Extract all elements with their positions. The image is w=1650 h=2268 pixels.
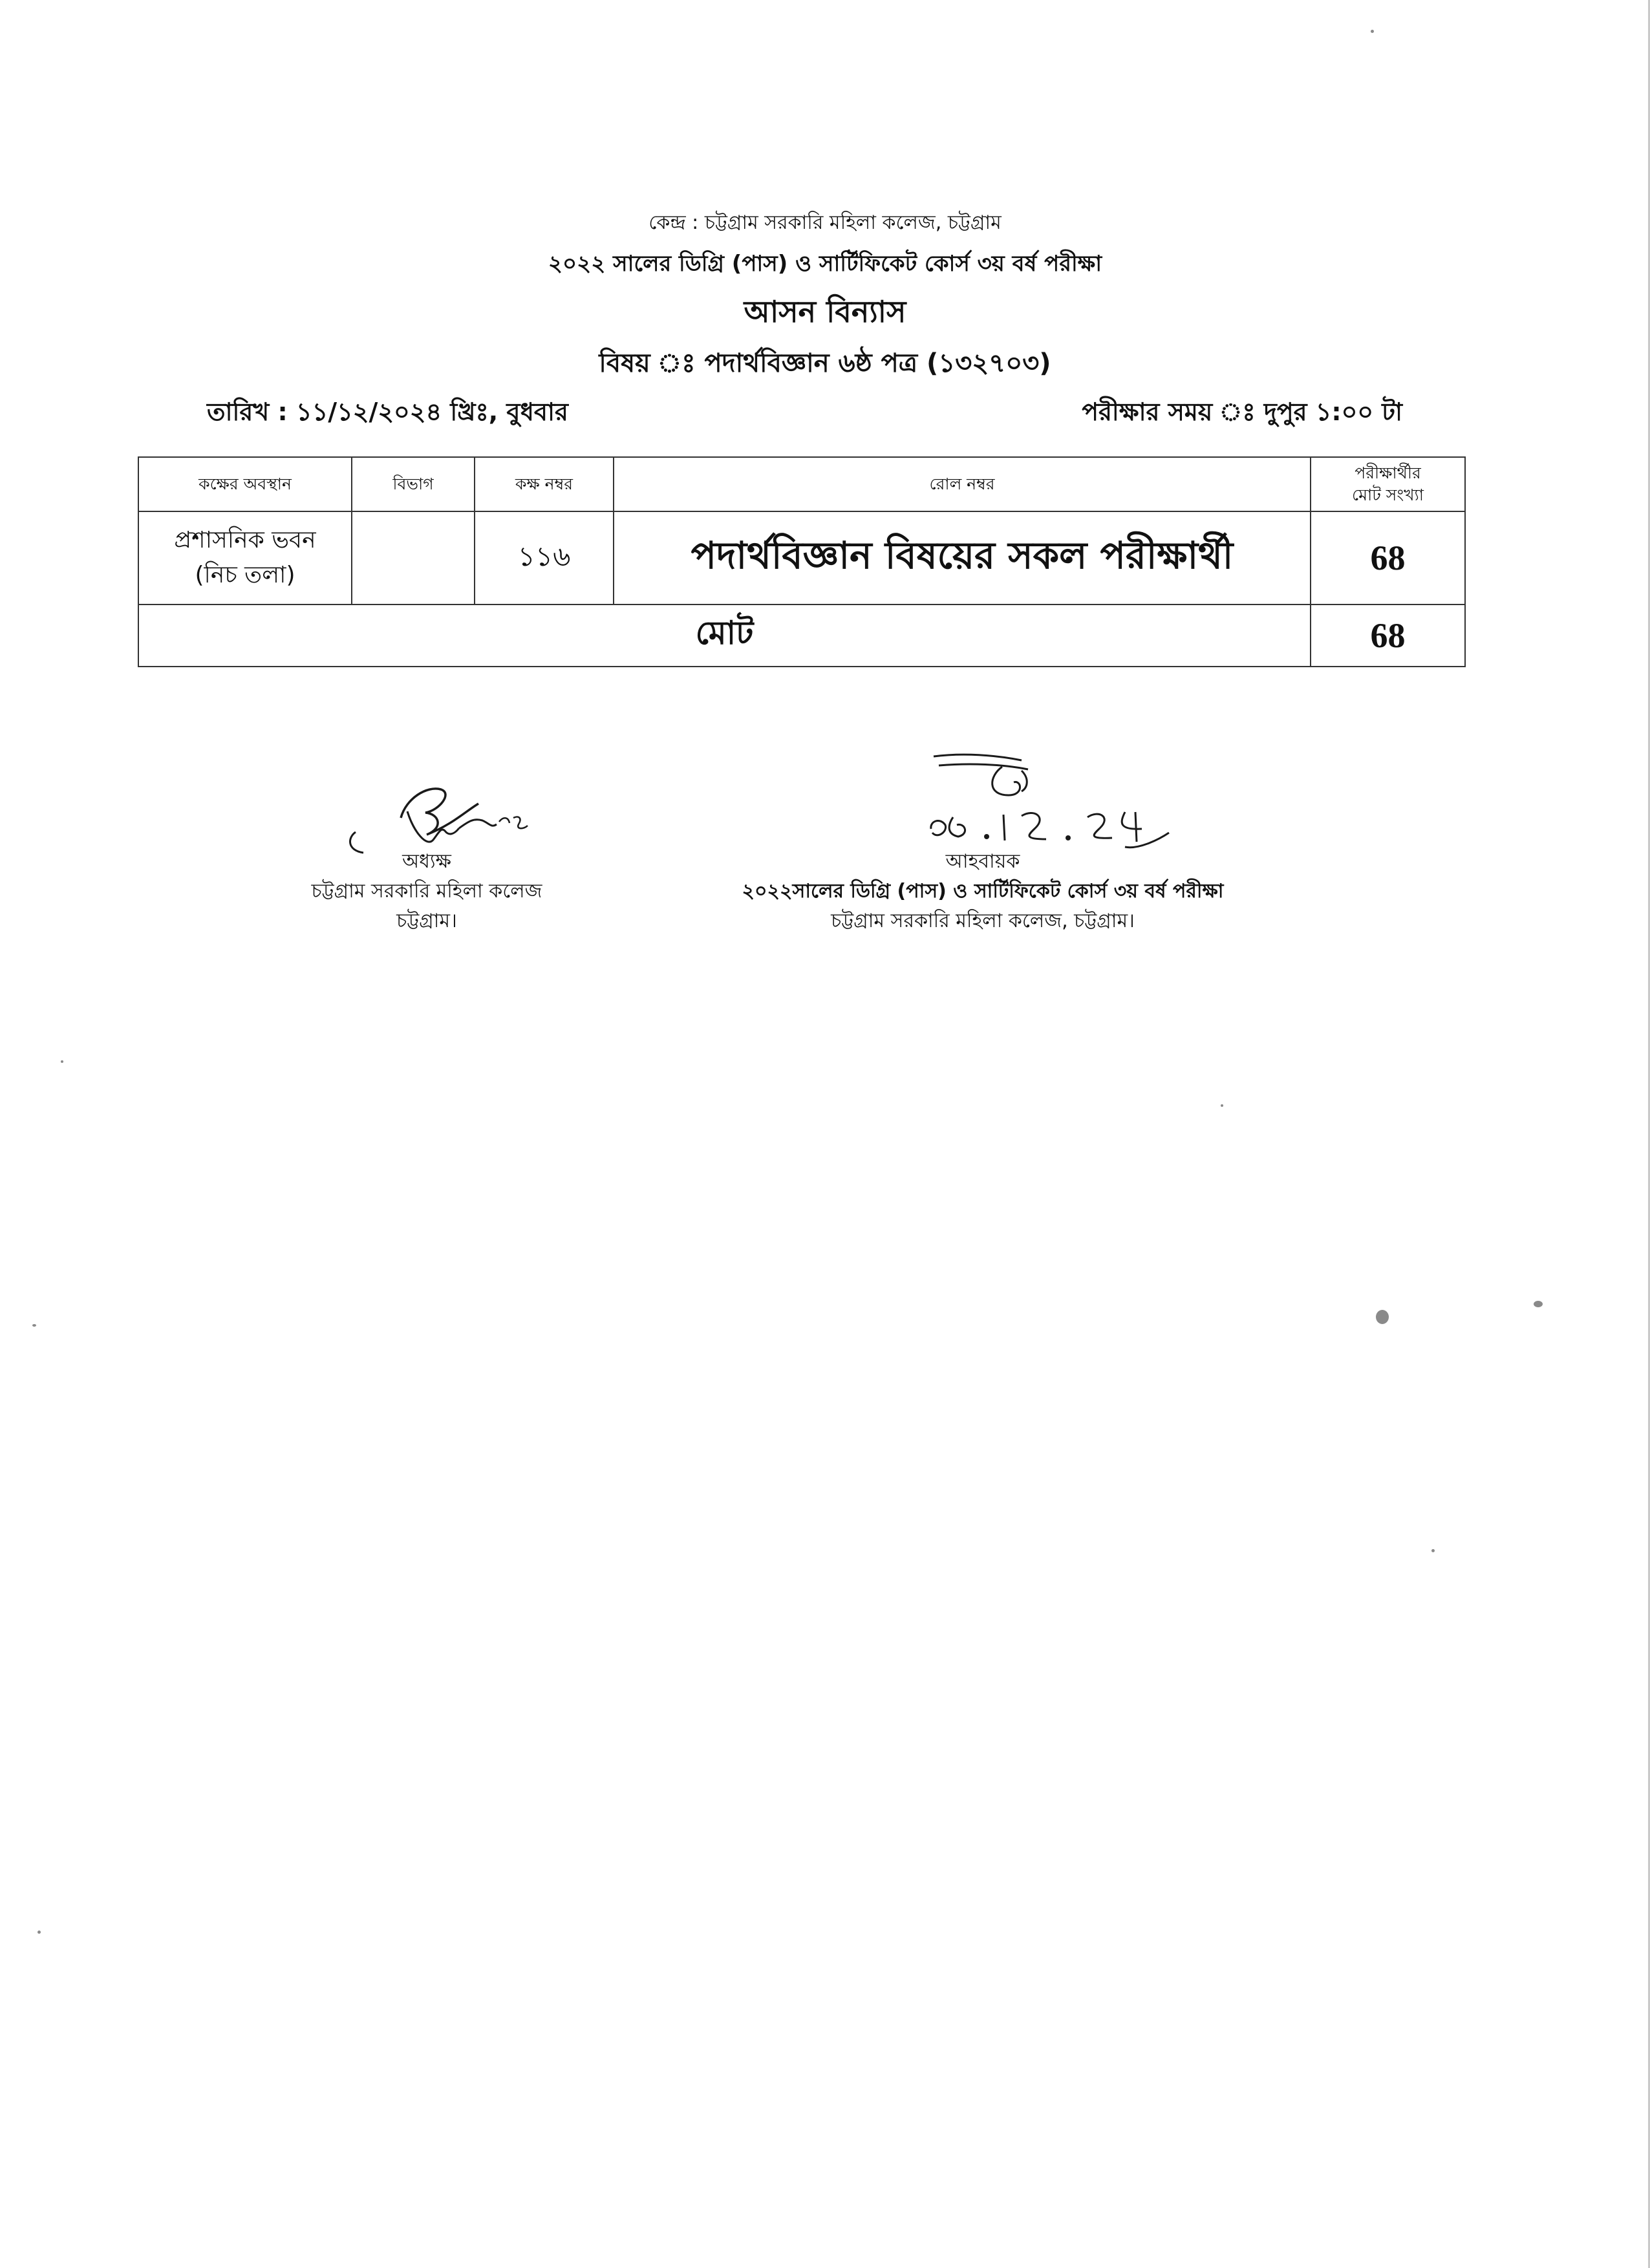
total-count-cell: 68: [1311, 604, 1465, 667]
column-header-room: কক্ষ নম্বর: [475, 457, 614, 511]
table-header-row: [138, 457, 1465, 511]
column-header-roll: রোল নম্বর: [614, 457, 1311, 511]
column-header-department: বিভাগ: [352, 457, 475, 511]
room-number-cell: ১১৬: [475, 511, 614, 604]
principal-signature: [330, 773, 537, 857]
scan-speck: [1371, 30, 1374, 33]
scan-speck: [1431, 1549, 1435, 1552]
room-location-line1: প্রশাসনিক ভবন: [174, 527, 316, 553]
scan-speck: [1376, 1310, 1389, 1324]
principal-city: চট্টগ্রাম।: [396, 910, 457, 932]
principal-signature-block: [284, 847, 569, 936]
total-row: [138, 604, 1465, 667]
principal-designation: অধ্যক্ষ: [402, 850, 451, 873]
scan-speck: [38, 1931, 41, 1934]
room-location-line2: (নিচ তলা): [195, 562, 295, 588]
column-header-total-line1: পরীক্ষার্থীর: [1355, 464, 1421, 482]
table-row: [138, 511, 1465, 604]
scan-speck: [32, 1324, 36, 1327]
exam-time: পরীক্ষার সময় ঃ দুপুর ১:০০ টা: [1082, 398, 1402, 426]
convener-signature-block: [672, 847, 1293, 936]
column-header-total: [1311, 457, 1465, 511]
subject-line: বিষয় ঃ পদার্থবিজ্ঞান ৬ষ্ঠ পত্র (১৩২৭০৩): [599, 348, 1051, 378]
total-label: মোট: [138, 604, 1311, 667]
exam-date: তারিখ : ১১/১২/২০২৪ খ্রিঃ, বুধবার: [207, 398, 568, 426]
scan-speck: [61, 1060, 63, 1063]
scan-speck: [1534, 1301, 1543, 1307]
room-location-cell: [138, 511, 352, 604]
convener-college: চট্টগ্রাম সরকারি মহিলা কলেজ, চট্টগ্রাম।: [831, 910, 1135, 932]
convener-exam: ২০২২সালের ডিগ্রি (পাস) ও সার্টিফিকেট কোর্স ৩য় বর্ষ পরীক্ষা: [742, 880, 1224, 903]
roll-number-cell: পদার্থবিজ্ঞান বিষয়ের সকল পরীক্ষার্থী: [614, 511, 1311, 604]
seat-plan-table: [138, 456, 1466, 667]
examinee-count-cell: 68: [1311, 511, 1465, 604]
page-title: আসন বিন্যাস: [744, 294, 906, 329]
convener-designation: আহবায়ক: [945, 850, 1020, 873]
scan-speck: [1221, 1104, 1223, 1107]
column-header-total-line2: মোট সংখ্যা: [1351, 486, 1424, 504]
exam-name: ২০২২ সালের ডিগ্রি (পাস) ও সার্টিফিকেট কোর্স ৩য় বর্ষ পরীক্ষা: [548, 251, 1102, 277]
department-cell: [352, 511, 475, 604]
principal-college: চট্টগ্রাম সরকারি মহিলা কলেজ: [311, 880, 542, 903]
convener-signature: [925, 750, 1196, 860]
exam-centre: কেন্দ্র : চট্টগ্রাম সরকারি মহিলা কলেজ, চট্টগ্রাম: [648, 211, 1002, 234]
column-header-location: কক্ষের অবস্থান: [138, 457, 352, 511]
